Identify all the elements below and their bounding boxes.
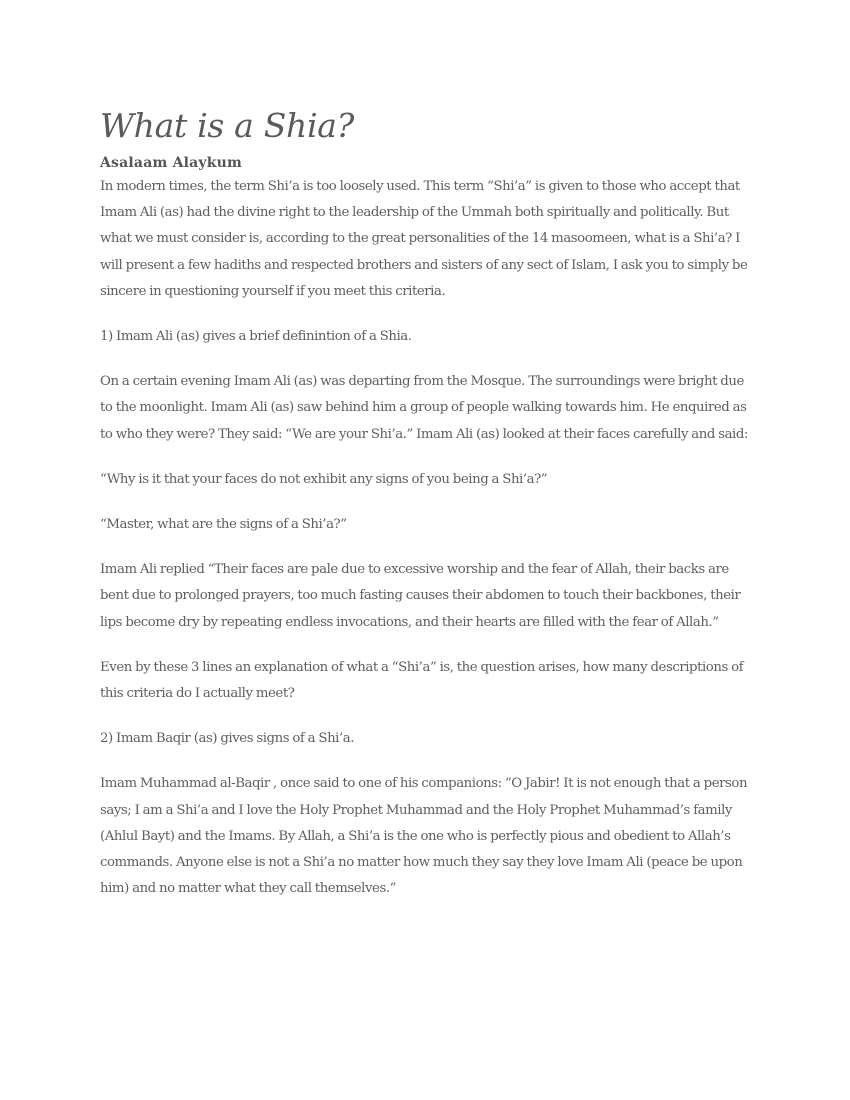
paragraph-imam-ali-reply: Imam Ali replied “Their faces are pale due to excessive worship and the fear of Allah, their backs are bent due to prolonged prayers, too much fasting causes their abdomen to touch their backbones, their lips become dry by repeating endless invocations, and their hearts are filled with the fear of Allah.” [100, 562, 741, 630]
document-title: What is a Shia? [100, 106, 355, 145]
paragraph-point-1-heading: 1) Imam Ali (as) gives a brief definintion of a Shia. [100, 329, 412, 345]
paragraph-moonlight-story: On a certain evening Imam Ali (as) was departing from the Mosque. The surroundings were bright due to the moonlight. Imam Ali (as) saw behind him a group of people walking towards him. He enquired as to who they were? They said: “We are your Shi’a.” Imam Ali (as) looked at their faces carefully and said: [100, 374, 748, 442]
document-page [100, 100, 750, 921]
paragraph-intro: In modern times, the term Shi’a is too loosely used. This term “Shi’a” is given to those who accept that Imam Ali (as) had the divine right to the leadership of the Ummah both spiritually and politically. But what we must consider is, according to the great personalities of the 14 masoomeen, what is a Shi’a? I will present a few hadiths and respected brothers and sisters of any sect of Islam, I ask you to simply be sincere in questioning yourself if you meet this criteria. [100, 179, 748, 299]
paragraph-imam-baqir-quote: Imam Muhammad al-Baqir , once said to one of his companions: “O Jabir! It is not enough that a person says; I am a Shi’a and I love the Holy Prophet Muhammad and the Holy Prophet Muhammad’s family (Ahlul Bayt) and the Imams. By Allah, a Shi’a is the one who is perfectly pious and obedient to Allah’s commands. Anyone else is not a Shi’a no matter how much they say they love Imam Ali (peace be upon him) and no matter what they call themselves.” [100, 776, 748, 897]
paragraph-reflection: Even by these 3 lines an explanation of what a “Shi’a” is, the question arises, how many descriptions of this criteria do I actually meet? [100, 659, 744, 702]
paragraph-quote-faces: “Why is it that your faces do not exhibit any signs of you being a Shi’a?” [100, 471, 548, 487]
paragraph-quote-master: “Master, what are the signs of a Shi’a?” [100, 517, 347, 533]
paragraph-point-2-heading: 2) Imam Baqir (as) gives signs of a Shi’a. [100, 731, 355, 747]
greeting-heading: Asalaam Alaykum [100, 155, 243, 171]
